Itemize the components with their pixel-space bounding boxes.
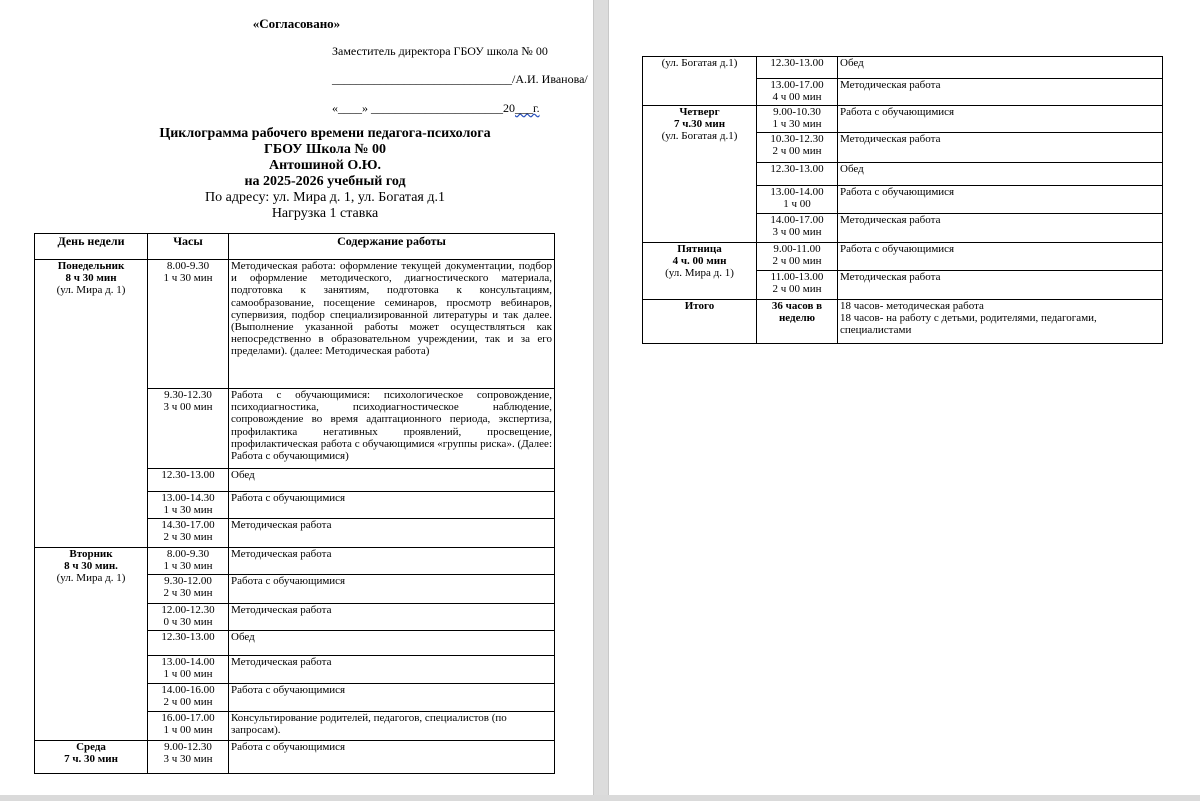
hours-cell (148, 469, 229, 492)
day-name: Итого (684, 300, 715, 312)
work-content-cell: Методическая работа (838, 214, 1163, 243)
hours-cell (148, 604, 229, 631)
time-range: 9.30-12.00 (164, 575, 212, 587)
title-line-3: Антошиной О.Ю. (268, 158, 382, 173)
time-range: 12.30-13.00 (770, 163, 824, 175)
work-content-cell: Методическая работа: оформление текущей документации, подбор и оформление методического, диагностического материала, подготовка к занятиям, подготовка к консультациям, самообразование, посещение семинаров, просмотр вебинаров, супервизия, подбор специализированной литературы и так далее. (Выполнение указанной работы может осуществляться как непосредственно в образовательном учреждении, так и за его пределами). (далее: Методическая работа) (229, 260, 555, 389)
work-content-cell: Работа с обучающимися (838, 243, 1163, 271)
hours-cell (148, 389, 229, 469)
column-header-hours: Часы (148, 234, 229, 260)
table-row (35, 548, 555, 575)
day-address: (ул. Богатая д.1) (661, 57, 738, 69)
work-content-cell: Работа с обучающимися (838, 186, 1163, 214)
time-range: 9.00-12.30 (164, 741, 212, 753)
work-content-cell: Обед (838, 57, 1163, 79)
approval-heading: «Согласовано» (252, 16, 341, 31)
document-title (30, 126, 593, 221)
work-content-cell: Работа с обучающимися (229, 684, 555, 712)
duration: 2 ч 00 мин (772, 255, 822, 268)
work-content-cell: Работа с обучающимися (229, 741, 555, 774)
table-row (643, 300, 1163, 344)
work-content-cell: 18 часов- методическая работа 18 часов- на работу с детьми, родителями, педагогами, специалистами (838, 300, 1163, 344)
schedule-table-page-2 (642, 56, 1163, 344)
time-range: 16.00-17.00 (161, 712, 215, 724)
work-content-cell: Консультирование родителей, педагогов, специалистов (по запросам). (229, 712, 555, 741)
date-line-prefix: «____» ______________________20 (332, 101, 515, 115)
duration: 4 ч 00 мин (772, 91, 822, 104)
day-address: (ул. Мира д. 1) (56, 572, 126, 585)
hours-cell (757, 57, 838, 79)
day-cell (643, 243, 757, 300)
schedule-table-page-1 (34, 233, 555, 774)
time-range: 12.30-13.00 (770, 57, 824, 69)
work-content-cell: Работа с обучающимися (838, 106, 1163, 133)
signature-line: ______________________________/А.И. Иванова/ (332, 72, 588, 86)
time-range: 14.00-16.00 (161, 684, 215, 696)
duration: 2 ч 00 мин (163, 696, 213, 709)
time-range: 13.00-14.30 (161, 492, 215, 504)
day-cell (35, 260, 148, 548)
hours-cell (148, 492, 229, 519)
hours-cell (757, 163, 838, 186)
work-content-cell: Методическая работа (838, 79, 1163, 106)
hours-cell (148, 548, 229, 575)
page-separator (593, 0, 609, 795)
hours-cell (757, 300, 838, 344)
work-content-cell: Обед (229, 469, 555, 492)
hours-cell (757, 214, 838, 243)
duration: 0 ч 30 мин (163, 616, 213, 629)
day-address: (ул. Мира д. 1) (665, 267, 734, 280)
table-row (35, 741, 555, 774)
hours-cell (757, 106, 838, 133)
work-content-cell: Методическая работа (229, 604, 555, 631)
duration: 3 ч 30 мин (163, 753, 213, 766)
duration: 1 ч 30 мин (163, 504, 213, 517)
hours-cell (757, 271, 838, 300)
work-content-cell: Обед (838, 163, 1163, 186)
time-range: 10.30-12.30 (770, 133, 824, 145)
duration: 1 ч 00 мин (163, 668, 213, 681)
table-row (643, 57, 1163, 79)
day-cell (643, 57, 757, 106)
duration: 2 ч 00 мин (772, 145, 822, 158)
work-content-cell: Методическая работа (229, 548, 555, 575)
document-page-2 (609, 0, 1200, 801)
hours-cell (148, 712, 229, 741)
duration: 1 ч 30 мин (772, 118, 822, 131)
time-range: 14.30-17.00 (161, 519, 215, 531)
table-row (35, 260, 555, 389)
duration: 1 ч 30 мин (163, 560, 213, 573)
day-cell (643, 106, 757, 243)
day-total-hours: 7 ч. 30 мин (64, 753, 118, 766)
hours-cell (148, 656, 229, 684)
duration: 2 ч 00 мин (772, 283, 822, 296)
hours-cell (148, 575, 229, 604)
hours-cell (757, 243, 838, 271)
column-header-day: День недели (35, 234, 148, 260)
day-total-hours: 8 ч 30 мин. (64, 560, 118, 573)
title-address-line: По адресу: ул. Мира д. 1, ул. Богатая д.1 (205, 190, 445, 205)
hours-cell (148, 684, 229, 712)
day-name: Понедельник (57, 260, 125, 272)
title-line-1: Циклограмма рабочего времени педагога-психолога (159, 126, 491, 141)
time-range: 9.30-12.30 (164, 389, 212, 401)
day-total-hours: 7 ч.30 мин (673, 118, 726, 131)
date-line (332, 101, 540, 116)
duration: 3 ч 00 мин (163, 401, 213, 414)
time-range: 9.00-10.30 (773, 106, 821, 118)
hours-cell (148, 260, 229, 389)
time-range: 12.30-13.00 (161, 631, 215, 643)
work-content-cell: Обед (229, 631, 555, 656)
hours-cell (148, 631, 229, 656)
work-content-cell: Работа с обучающимися (229, 492, 555, 519)
table-row (643, 106, 1163, 133)
day-name: Среда (76, 741, 106, 753)
work-content-cell: Работа с обучающимися (229, 575, 555, 604)
deputy-director-line: Заместитель директора ГБОУ школа № 00 (332, 44, 548, 58)
time-range: 12.00-12.30 (161, 604, 215, 616)
day-address: (ул. Мира д. 1) (56, 284, 126, 297)
title-load-line: Нагрузка 1 ставка (271, 205, 379, 221)
work-content-cell: Методическая работа (838, 133, 1163, 163)
work-content-cell: Работа с обучающимися: психологическое сопровождение, психодиагностика, психодиагностическое наблюдение, сопровождение во время адаптационного периода, экспертиза, профилактика негативных проявлений, просвещение, профилактическая работа с обучающимися «группы риска». (Далее: Работа с обучающимися) (229, 389, 555, 469)
day-cell (35, 741, 148, 774)
time-range: 8.00-9.30 (166, 260, 210, 272)
duration: 1 ч 30 мин (163, 272, 213, 285)
time-range: 14.00-17.00 (770, 214, 824, 226)
duration: 2 ч 30 мин (163, 587, 213, 600)
time-range: 8.00-9.30 (166, 548, 210, 560)
day-name: Четверг (679, 106, 720, 118)
day-name: Пятница (677, 243, 722, 255)
day-name: Вторник (69, 548, 113, 560)
title-line-4: на 2025-2026 учебный год (244, 174, 406, 189)
hours-cell (148, 519, 229, 548)
work-content-cell: Методическая работа (229, 656, 555, 684)
time-range: 36 часов в неделю (771, 300, 823, 325)
column-header-content: Содержание работы (229, 234, 555, 260)
hours-cell (148, 741, 229, 774)
hours-cell (757, 186, 838, 214)
duration: 1 ч 00 мин (163, 724, 213, 737)
work-content-cell: Методическая работа (838, 271, 1163, 300)
document-page-1 (0, 0, 593, 801)
date-line-suffix: ___г. (515, 101, 540, 115)
table-row (643, 243, 1163, 271)
time-range: 13.00-17.00 (770, 79, 824, 91)
day-total-hours: 8 ч 30 мин (65, 272, 117, 285)
duration: 2 ч 30 мин (163, 531, 213, 544)
duration: 1 ч 00 (783, 198, 811, 211)
day-cell (35, 548, 148, 741)
day-address: (ул. Богатая д.1) (661, 130, 738, 143)
time-range: 13.00-14.00 (770, 186, 824, 198)
hours-cell (757, 133, 838, 163)
time-range: 11.00-13.00 (770, 271, 824, 283)
time-range: 9.00-11.00 (773, 243, 821, 255)
time-range: 12.30-13.00 (161, 469, 215, 481)
bottom-scroll-strip (0, 795, 1200, 801)
hours-cell (757, 79, 838, 106)
duration: 3 ч 00 мин (772, 226, 822, 239)
work-content-cell: Методическая работа (229, 519, 555, 548)
title-line-2: ГБОУ Школа № 00 (264, 142, 386, 157)
day-cell (643, 300, 757, 344)
day-total-hours: 4 ч. 00 мин (672, 255, 727, 268)
time-range: 13.00-14.00 (161, 656, 215, 668)
